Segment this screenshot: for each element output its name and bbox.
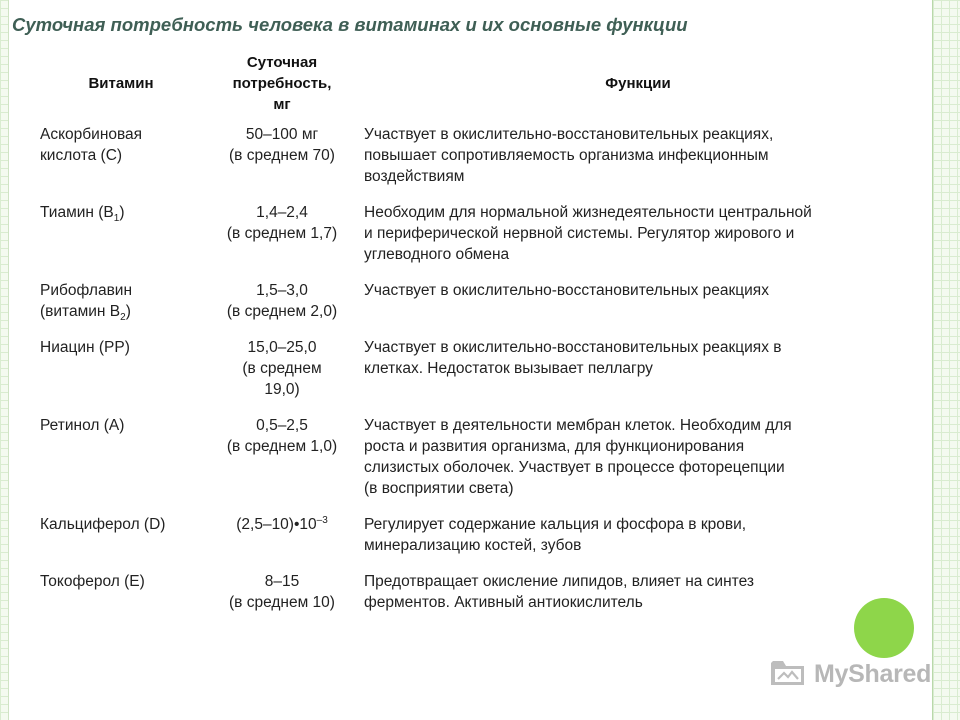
watermark-text: MyShared — [814, 659, 932, 688]
functions-line: углеводного обмена — [364, 246, 510, 263]
vitamin-name-text: Тиамин (В — [40, 204, 114, 221]
daily-need-line — [212, 514, 352, 535]
daily-need-line: 50–100 мг — [245, 126, 319, 143]
watermark-logo[interactable] — [768, 656, 931, 692]
functions-line: клетках. Недостаток вызывает пеллагру — [364, 360, 653, 377]
functions-line: Предотвращает окисление липидов, влияет на синтез — [364, 573, 754, 590]
daily-need-cell — [208, 566, 356, 623]
functions-line: Участвует в деятельности мембран клеток. Необходим для — [364, 417, 792, 434]
vitamin-subscript: 2 — [120, 312, 126, 324]
vitamin-name-cell — [34, 509, 208, 566]
header-daily-need-line: потребность, — [232, 75, 332, 92]
functions-line: Необходим для нормальной жизнедеятельности центральной — [364, 204, 812, 221]
right-grid-strip — [932, 0, 960, 720]
table-row — [34, 197, 918, 275]
daily-need-line: (в среднем — [242, 360, 322, 377]
left-grid-strip — [0, 0, 9, 720]
vitamin-subscript: 1 — [113, 213, 120, 225]
functions-cell — [356, 197, 918, 275]
table-row — [34, 275, 918, 332]
functions-cell — [356, 566, 918, 623]
functions-line: роста и развития организма, для функционирования — [364, 438, 745, 455]
functions-line: минерализацию костей, зубов — [364, 537, 582, 554]
functions-line: Участвует в окислительно-восстановительных реакциях — [364, 282, 769, 299]
functions-line: повышает сопротивляемость организма инфекционным — [364, 147, 769, 164]
vitamin-name-line: Кальциферол (D) — [40, 516, 166, 533]
functions-cell — [356, 275, 918, 332]
vitamin-name-line: Ретинол (А) — [40, 417, 125, 434]
daily-need-cell — [208, 509, 356, 566]
daily-need-line: 1,4–2,4 — [256, 204, 308, 221]
daily-need-line: (в среднем 1,0) — [226, 438, 338, 455]
vitamin-name-line: Токоферол (Е) — [40, 573, 145, 590]
functions-line: Участвует в окислительно-восстановительных реакциях, — [364, 126, 774, 143]
header-daily-need — [208, 48, 356, 119]
vitamin-name-line — [40, 301, 202, 322]
daily-need-cell — [208, 119, 356, 197]
vitamin-name-line: Аскорбиновая — [40, 126, 143, 143]
vitamin-name-line: Ниацин (РР) — [40, 339, 130, 356]
daily-need-text: (2,5–10)•10 — [236, 516, 317, 533]
header-functions: Функции — [605, 75, 671, 92]
daily-need-line: 0,5–2,5 — [256, 417, 308, 434]
daily-need-cell — [208, 410, 356, 509]
header-daily-need-line: Суточная — [246, 54, 318, 71]
vitamin-name-cell — [34, 275, 208, 332]
vitamin-name-text: ) — [119, 204, 125, 221]
header-vitamin: Витамин — [88, 75, 154, 92]
table-row — [34, 410, 918, 509]
vitamin-name-cell — [34, 410, 208, 509]
functions-cell — [356, 119, 918, 197]
vitamin-name-text: ) — [125, 303, 131, 320]
functions-line: ферментов. Активный антиокислитель — [364, 594, 643, 611]
table-row — [34, 566, 918, 623]
daily-need-exponent: –3 — [316, 514, 328, 526]
functions-line: и периферической нервной системы. Регулятор жирового и — [364, 225, 795, 242]
daily-need-line: (в среднем 1,7) — [226, 225, 338, 242]
functions-line: (в восприятии света) — [364, 480, 514, 497]
vitamin-name-line: кислота (С) — [40, 147, 123, 164]
page-title: Суточная потребность человека в витаминах и их основные функции — [12, 14, 688, 35]
daily-need-line: 8–15 — [264, 573, 300, 590]
folder-icon — [768, 655, 808, 694]
daily-need-cell — [208, 332, 356, 410]
functions-line: Регулирует содержание кальция и фосфора в крови, — [364, 516, 747, 533]
table-header-row — [34, 48, 918, 119]
functions-cell — [356, 332, 918, 410]
vitamin-name-text: (витамин В — [40, 303, 121, 320]
vitamin-name-cell — [34, 332, 208, 410]
decorative-green-circle — [854, 598, 914, 658]
daily-need-line: (в среднем 2,0) — [226, 303, 338, 320]
daily-need-line: 19,0) — [264, 381, 300, 398]
daily-need-cell — [208, 197, 356, 275]
table-row — [34, 332, 918, 410]
vitamin-name-cell — [34, 119, 208, 197]
daily-need-line: (в среднем 70) — [229, 147, 335, 164]
vitamins-table — [34, 48, 918, 623]
vitamin-name-line — [40, 202, 202, 223]
functions-line: воздействиям — [364, 168, 465, 185]
table-row — [34, 509, 918, 566]
vitamin-name-cell — [34, 566, 208, 623]
daily-need-cell — [208, 275, 356, 332]
daily-need-line: 15,0–25,0 — [247, 339, 317, 356]
functions-cell — [356, 410, 918, 509]
table-row — [34, 119, 918, 197]
daily-need-line: 1,5–3,0 — [256, 282, 308, 299]
daily-need-line: (в среднем 10) — [229, 594, 335, 611]
header-daily-need-line: мг — [273, 96, 291, 113]
functions-line: слизистых оболочек. Участвует в процессе фоторецепции — [364, 459, 785, 476]
vitamin-name-cell — [34, 197, 208, 275]
vitamin-name-line: Рибофлавин — [40, 282, 133, 299]
functions-cell — [356, 509, 918, 566]
functions-line: Участвует в окислительно-восстановительных реакциях в — [364, 339, 782, 356]
